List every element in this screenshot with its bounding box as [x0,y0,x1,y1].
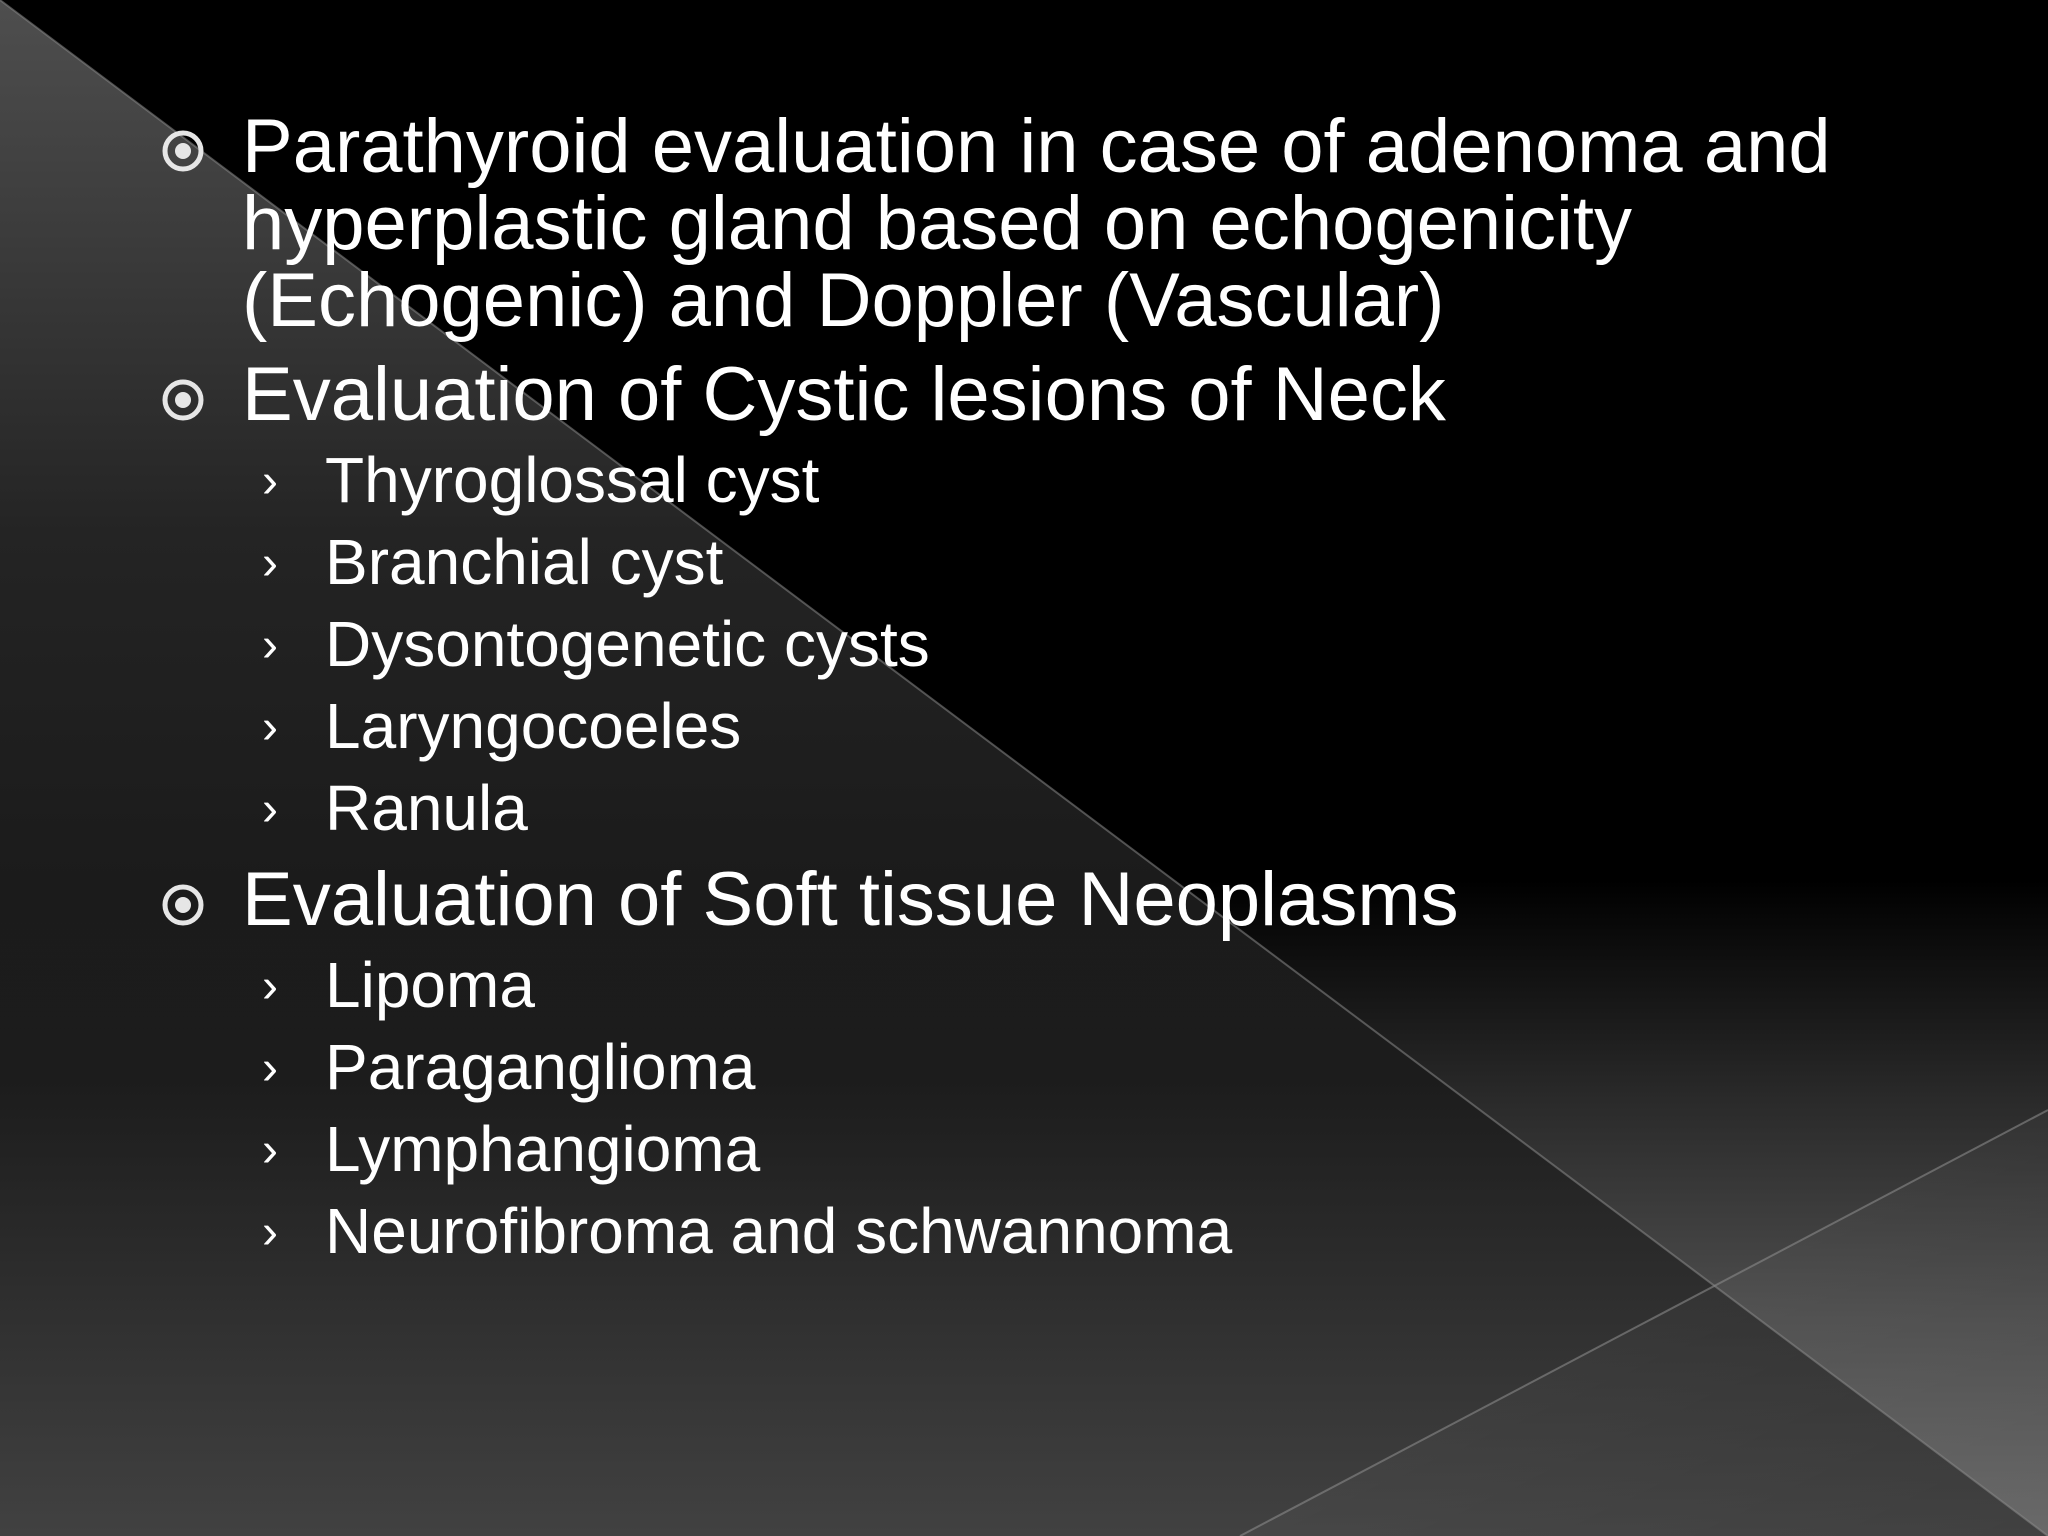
chevron-right-icon: › [262,455,278,508]
sub-item-paraganglioma: Paraganglioma [325,1031,756,1103]
bullet-parathyroid-line-2: hyperplastic gland based on echogenicity [242,181,1633,266]
bullet-parathyroid-line-1: Parathyroid evaluation in case of adenoma and [242,104,1831,189]
chevron-right-icon: › [262,619,278,672]
bullet-cystic-lesions: Evaluation of Cystic lesions of Neck [242,352,1446,437]
chevron-right-icon: › [262,783,278,836]
chevron-right-icon: › [262,1042,278,1095]
sub-item-laryngocoeles: Laryngocoeles [325,690,742,762]
chevron-right-icon: › [262,1124,278,1177]
circle-dot-icon [160,882,206,928]
sub-item-branchial-cyst: Branchial cyst [325,526,724,598]
sub-item-dysontogenetic-cysts: Dysontogenetic cysts [325,608,930,680]
circle-dot-icon [160,377,206,423]
sub-item-ranula: Ranula [325,772,528,844]
chevron-right-icon: › [262,537,278,590]
sub-item-lipoma: Lipoma [325,949,535,1021]
sub-item-thyroglossal-cyst: Thyroglossal cyst [325,444,820,516]
chevron-right-icon: › [262,960,278,1013]
sub-item-lymphangioma: Lymphangioma [325,1113,761,1185]
circle-dot-icon [160,128,206,174]
chevron-right-icon: › [262,1206,278,1259]
bullet-parathyroid-line-3: (Echogenic) and Doppler (Vascular) [242,258,1445,343]
bullet-soft-tissue-neoplasms: Evaluation of Soft tissue Neoplasms [242,857,1459,942]
sub-item-neurofibroma-schwannoma: Neurofibroma and schwannoma [325,1195,1233,1267]
chevron-right-icon: › [262,701,278,754]
